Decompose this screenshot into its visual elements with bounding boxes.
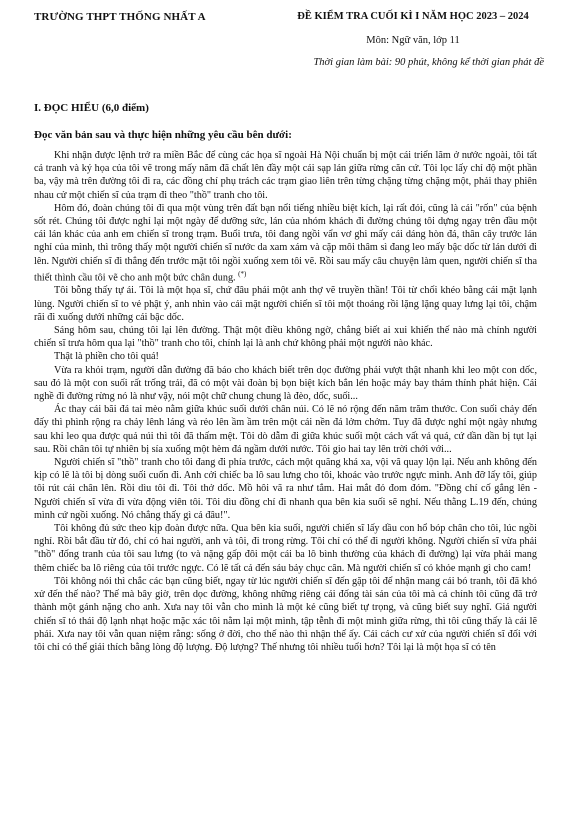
passage-paragraph: Tôi bỗng thấy tự ái. Tôi là một họa sĩ, chứ đâu phải một anh thợ vẽ truyền thần! Tôi từ chối khéo bằng cái mặt lạnh lùng. Người chiến sĩ to vẻ phật ý, anh nhìn vào cái mặt người chiến sĩ tôi một thoáng rồi lặng lặng quay lưng lại tôi, chậm rãi đi xuống dưới những cái bậc dốc. — [34, 285, 537, 323]
paragraph-text: Hôm đó, đoàn chúng tôi đi qua một vùng trên đất bạn nổi tiếng nhiều biệt kích, lại rất đói, cũng là cái "rốn" của bệnh sốt rét. Chúng tôi được nghỉ lại một ngày để dưỡng sức, lán của nhóm khách đi đường chúng tôi dựng ngay trên đầu một cái lán khác của anh em chiến sĩ trong trạm. Buổi trưa, tôi đang ngồi vẩn vơ ghi mấy cái dáng hòn đá, thân cây trước lán nghỉ của mình, thì trông thấy một người chiến sĩ nước da xam xám và cặp môi thâm sì đang leo mấy bậc dốc từ lán dưới đi lên. Người chiến sĩ đi thẳng đến trước mặt tôi ngồi xuống xem tôi vẽ. Rồi sau mấy câu chuyện làm quen, người chiến sĩ tha thiết thình cầu tôi vẽ cho anh một bức chân dung. — [34, 202, 537, 284]
school-name: TRƯỜNG THPT THỐNG NHẤT A — [34, 11, 206, 23]
exam-title: ĐỀ KIỂM TRA CUỐI KÌ I NĂM HỌC 2023 – 2024 — [297, 11, 529, 22]
footnote-mark: (*) — [238, 269, 247, 278]
passage-paragraph: Khi nhận được lệnh trở ra miền Bắc để cùng các họa sĩ ngoài Hà Nội chuẩn bị một cái triển lãm ở nước ngoài, tôi tất cả tranh và ký họa của tôi vẽ trong mấy năm đã chất lên đầy một cái sạp lán giữa rừng căn cứ. Tôi lọc lấy chỉ độ một phần ba, vậy mà trên đường tôi đi ra, các đồng chí phụ trách các trạm giao liên trên từng chặng từng chặng một, phải thay phiên nhau cử một chiến sĩ của trạm đi theo "thồ" tranh cho tôi. — [34, 150, 537, 201]
passage-paragraph: Thật là phiền cho tôi quá! — [54, 351, 159, 363]
passage-paragraph: Sáng hôm sau, chúng tôi lại lên đường. Thật một điều không ngờ, chẳng biết ai xui khiến thế nào mà chính người chiến sĩ trưa hôm qua lại "thồ" tranh cho tôi, chính lại là anh chứ không phải một người nào khác. — [34, 325, 537, 350]
reading-passage — [34, 149, 537, 654]
passage-paragraph: Ác thay cái bãi đá tai mèo nằm giữa khúc suối dưới chân núi. Có lẽ nó rộng đến năm trăm thước. Con suối chảy đến đấy thì phình rộng ra chảy lênh láng và rẻo lên ầm ầm trên một cái nền đá lởm chởm. Tuy đã được nghỉ một ngày nhưng sau khi leo qua được quả núi thì tôi đã thấm mệt. Tôi dò dẫm đi giữa khúc suối một cách vất vả quá, cứ dần dần bị tụt lại sau. Rồi chân tôi tự nhiên bị sía xuống một hèm đá ngầm dưới nước. Tôi gio hai tay lên trời chới với... — [34, 404, 537, 455]
passage-paragraph: Tôi không nói thì chắc các bạn cũng biết, ngay từ lúc người chiến sĩ đến gặp tôi để nhận mang cái bó tranh, tôi đã khó xử đến thế nào? Thế mà bây giờ, trên dọc đường, không những riêng cái đống tài sản của tôi mà cả chính tôi cũng đã trở thành một gánh nặng cho anh. Xưa nay tôi vẫn cho mình là một kẻ cũng biết tự trọng, và cũng biết suy nghĩ. Giá người chiến sĩ tỏ thái độ lạnh nhạt hoặc mặc xác tôi nằm lại một mình, tập tễnh đi một mình giữa rừng, thì tôi cũng thấy là cái lẽ phải. Xưa nay tôi vẫn quan niệm rằng: sống ở đời, cho thế nào thì nhận thế ấy. Cái cách cư xử của người chiến sĩ đối với tôi chỉ có thể giải thích bằng lòng độ lượng. Độ lượng? Thế nhưng tôi nhiều tuổi hơn? Tôi lại là một họa sĩ có tên — [34, 575, 537, 653]
exam-header — [282, 11, 544, 69]
subject-line: Môn: Ngữ văn, lớp 11 — [366, 35, 460, 46]
reading-instruction: Đọc văn bản sau và thực hiện những yêu cầu bên dưới: — [34, 129, 292, 141]
passage-paragraph: Người chiến sĩ "thồ" tranh cho tôi đang đi phía trước, cách một quãng khá xa, vội vã quay lộn lại. Nếu anh không đến kịp có lẽ là tôi bị dòng suối cuốn đi. Anh cởi chiếc ba lô sau lưng cho tôi, khoác vào trước ngực mình. Anh đỡ lấy tôi, giúp tôi rút cái chân lên. Rồi dìu tôi đi. Tôi thở dốc. Mồ hôi vã ra như tắm. Hai mắt đỏ đom đóm. "Đồng chí cố gắng lên - Người chiến sĩ vừa đi vừa động viên tôi. Tôi dìu đồng chí đi nhanh qua bên kia suối sẽ nghỉ. Nếu thằng L.19 đến, chúng mình cứ ngồi xuống. Nó chẳng thấy gì cả đâu!". — [34, 457, 537, 521]
passage-paragraph — [34, 202, 537, 285]
time-line: Thời gian làm bài: 90 phút, không kể thời gian phát đề — [313, 57, 544, 68]
section-title: I. ĐỌC HIỂU (6,0 điểm) — [34, 102, 149, 114]
passage-paragraph: Tôi không đủ sức theo kịp đoàn được nữa. Qua bên kia suối, người chiến sĩ lấy dầu con hổ bóp chân cho tôi, lúc ngồi nghỉ. Rồi bắt đầu từ đó, chỉ có hai người, anh và tôi, đi trong rừng. Tôi chỉ có thể đi người không. Người chiến sĩ vừa phải "thồ" đống tranh của tôi sau lưng (to và nặng gấp đôi một cái ba lô bình thường của khách đi đường) lại vừa phải mang thêm chiếc ba lô riêng của tôi trước ngực. Có lẽ tất cả đến sáu bảy chục cân. Mà người chiến sĩ có khỏe mạnh gì cho cam! — [34, 523, 537, 574]
passage-paragraph: Vừa ra khỏi trạm, người dẫn đường đã báo cho khách biết trên dọc đường phải vượt thật nhanh khi leo một con dốc, sau đó là một con suối rất trống trải, đã có một vài đoàn bị bọn biệt kích bắn lén hoặc máy bay thám thính phát hiện. Cái nghề đi đường rừng nó là như vậy, nói một chữ chung chung là đèo, dốc, suối... — [34, 364, 537, 403]
